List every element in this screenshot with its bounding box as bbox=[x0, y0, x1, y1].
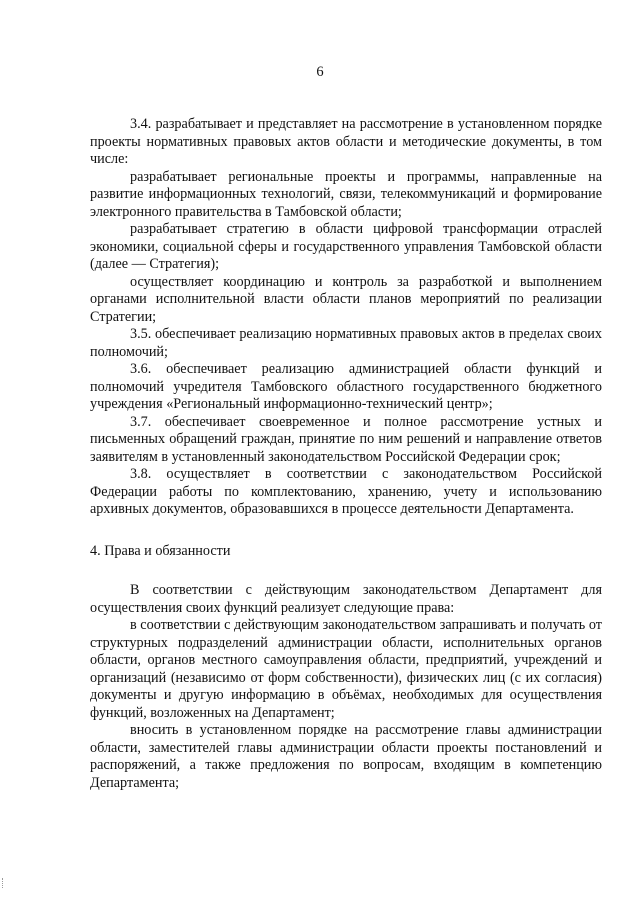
paragraph-strategy: разрабатывает стратегию в области цифровой трансформации отраслей экономики, социальной сферы и государственного управления Тамбовской области (далее — Стратегия); bbox=[90, 221, 602, 272]
paragraph-rights-intro: В соответствии с действующим законодательством Департамент для осуществления своих функций реализует следующие права: bbox=[90, 582, 602, 616]
paragraph-submit-drafts: вносить в установленном порядке на рассмотрение главы администрации области, заместителей главы администрации области проекты постановлений и распоряжений, а также предложения по вопросам, входящим в компетенцию Департамента; bbox=[90, 722, 602, 791]
page-number: 6 bbox=[316, 64, 324, 80]
scan-margin-mark bbox=[2, 878, 6, 888]
paragraph-request-info: в соответствии с действующим законодательством запрашивать и получать от структурных подразделений администрации области, исполнительных органов области, органов местного самоуправления области, предприятий, учреждений и организаций (независимо от форм собственности), физических лиц (с их согласия) документы и другую информацию в объёмах, необходимых для осуществления функций, возложенных на Департамент; bbox=[90, 617, 602, 721]
paragraph-3-4: 3.4. разрабатывает и представляет на рассмотрение в установленном порядке проекты нормативных правовых актов области и методические документы, в том числе: bbox=[90, 116, 602, 167]
paragraph-regional-projects: разрабатывает региональные проекты и программы, направленные на развитие информационных технологий, связи, телекоммуникаций и формирование электронного правительства в Тамбовской области; bbox=[90, 168, 602, 220]
paragraph-3-6: 3.6. обеспечивает реализацию администрацией области функций и полномочий учредителя Тамбовского областного государственного бюджетного учреждения «Региональный информационно-технический центр»; bbox=[90, 361, 602, 412]
section-heading: 4. Права и обязанности bbox=[90, 542, 231, 559]
paragraph-3-8: 3.8. осуществляет в соответствии с законодательством Российской Федерации работы по комплектованию, хранению, учету и использованию архивных документов, образовавшихся в процессе деятельности Департамента. bbox=[90, 466, 602, 517]
paragraph-3-7: 3.7. обеспечивает своевременное и полное рассмотрение устных и письменных обращений граждан, принятие по ним решений и направление ответов заявителям в установленный законодательством Российской Федерации срок; bbox=[90, 413, 602, 465]
paragraph-3-5: 3.5. обеспечивает реализацию нормативных правовых актов в пределах своих полномочий; bbox=[90, 326, 602, 360]
document-body bbox=[90, 116, 602, 792]
paragraph-coordination: осуществляет координацию и контроль за разработкой и выполнением органами исполнительной власти области планов мероприятий по реализации Стратегии; bbox=[90, 273, 602, 325]
